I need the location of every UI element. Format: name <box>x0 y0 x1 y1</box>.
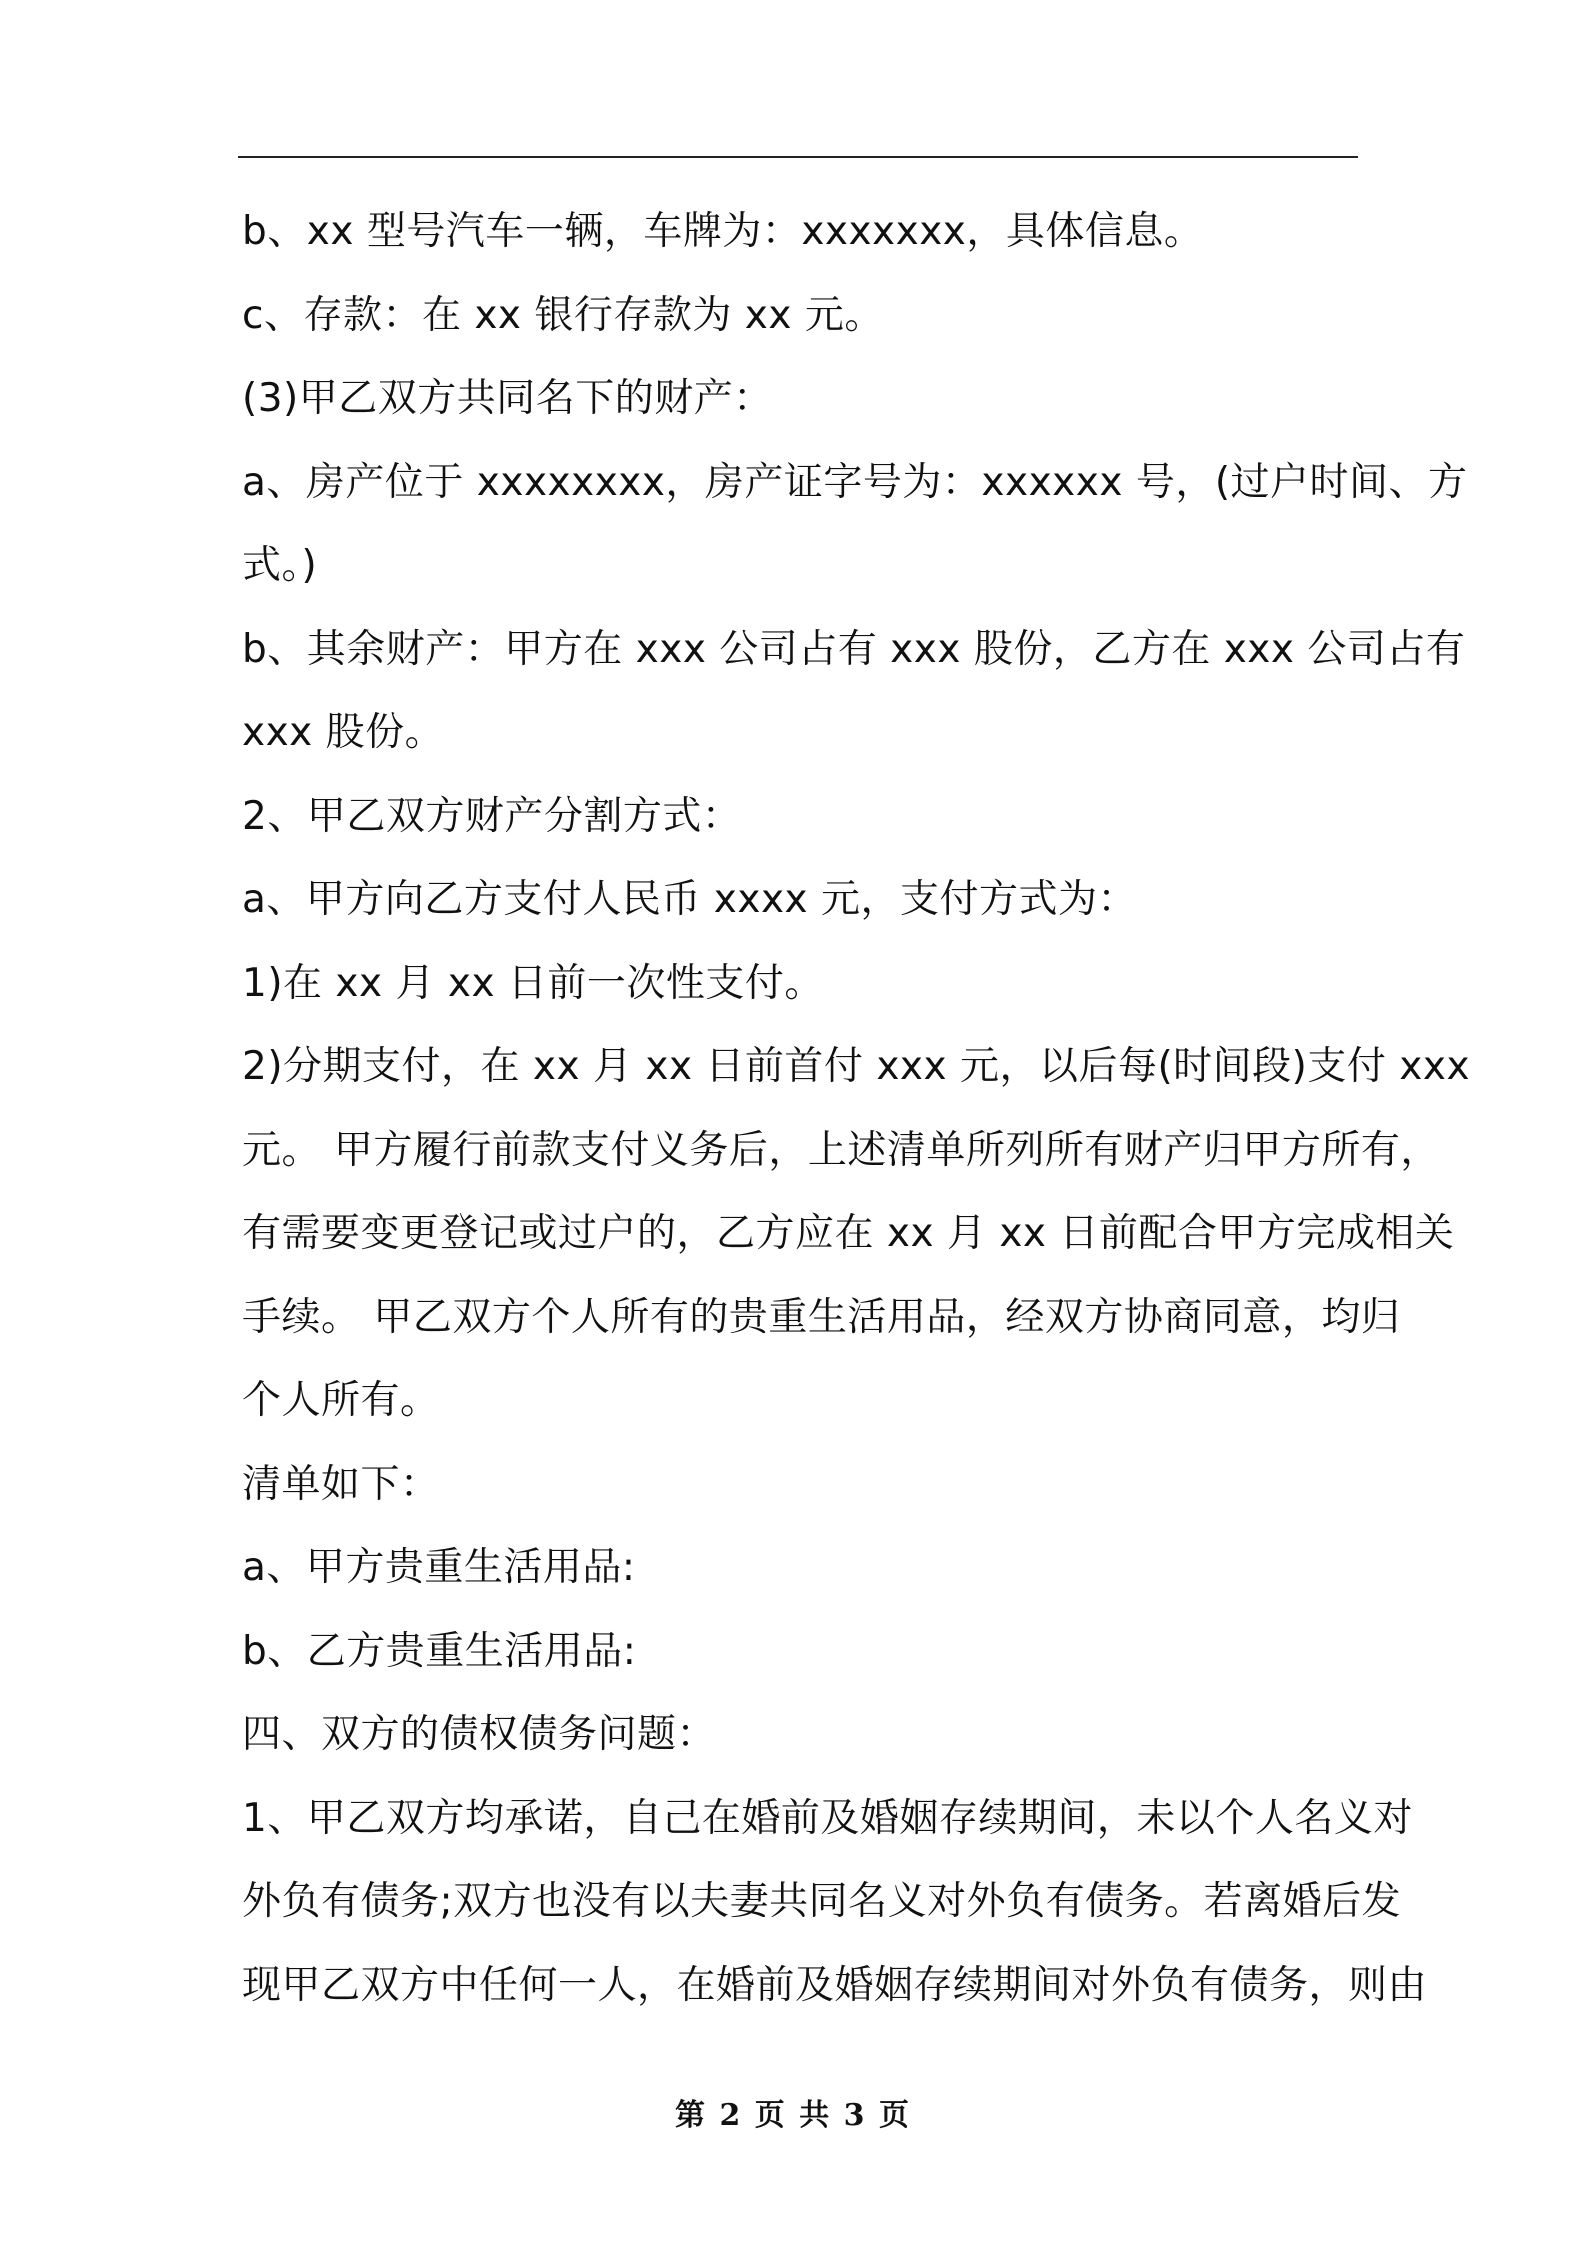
text-line: 现甲乙双方中任何一人，在婚前及婚姻存续期间对外负有债务，则由 <box>242 1962 1428 2008</box>
text-line: 外负有债务;双方也没有以夫妻共同名义对外负有债务。若离婚后发 <box>242 1879 1402 1924</box>
text-line: 四、双方的债权债务问题： <box>242 1712 717 1757</box>
text-line: c、存款：在 xx 银行存款为 xx 元。 <box>242 292 884 338</box>
text-line: a、房产位于 xxxxxxxx，房产证字号为：xxxxxx 号，(过户时间、方 <box>242 459 1468 505</box>
text-line: xxx 股份。 <box>242 710 445 755</box>
text-line: 手续。 甲乙双方个人所有的贵重生活用品，经双方协商同意，均归 <box>242 1294 1401 1340</box>
text-line: 清单如下： <box>242 1461 440 1507</box>
text-line: b、乙方贵重生活用品: <box>242 1628 637 1674</box>
text-line: 1)在 xx 月 xx 日前一次性支付。 <box>242 960 824 1006</box>
document-body <box>242 190 1471 2027</box>
text-line: 有需要变更登记或过户的，乙方应在 xx 月 xx 日前配合甲方完成相关 <box>242 1211 1455 1256</box>
header-rule <box>238 156 1358 158</box>
text-line: b、xx 型号汽车一辆，车牌为：xxxxxxx，具体信息。 <box>242 209 1204 254</box>
text-line: 元。 甲方履行前款支付义务后，上述清单所列所有财产归甲方所有， <box>242 1127 1440 1173</box>
text-line: a、甲方贵重生活用品: <box>242 1545 636 1590</box>
text-line: 1、甲乙双方均承诺，自己在婚前及婚姻存续期间，未以个人名义对 <box>242 1795 1413 1841</box>
text-line: 2)分期支付，在 xx 月 xx 日前首付 xxx 元，以后每(时间段)支付 xxx <box>242 1044 1471 1089</box>
text-line: 2、甲乙双方财产分割方式： <box>242 793 742 839</box>
text-line: b、其余财产：甲方在 xxx 公司占有 xxx 股份，乙方在 xxx 公司占有 <box>242 626 1466 672</box>
text-line: 式。) <box>242 543 318 588</box>
text-line: a、甲方向乙方支付人民币 xxxx 元，支付方式为： <box>242 877 1138 922</box>
text-line: 个人所有。 <box>242 1378 440 1423</box>
page-number-footer: 第 2 页 共 3 页 <box>675 2098 911 2133</box>
text-line: (3)甲乙双方共同名下的财产： <box>242 376 773 421</box>
